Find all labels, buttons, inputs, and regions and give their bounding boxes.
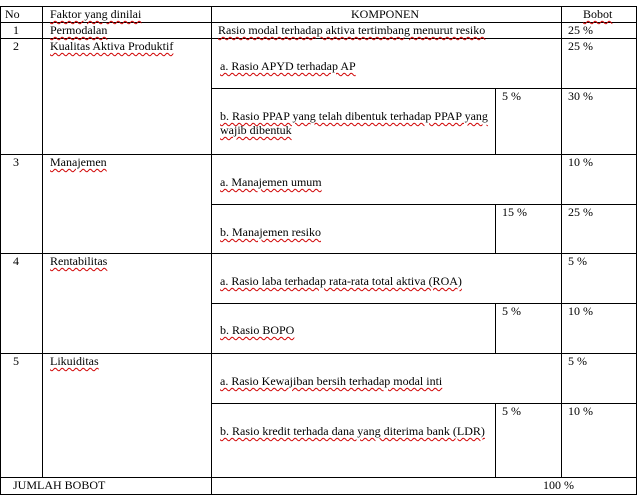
- row-4-bobot: 5 %: [568, 254, 587, 268]
- row-3-no: 3: [13, 155, 19, 169]
- row-4-item-b-sub: 5 %: [502, 304, 521, 318]
- row-2-no: 2: [13, 39, 19, 53]
- row-3-faktor: Manajemen: [50, 155, 107, 169]
- row-2-item-b-bobot: 30 %: [568, 89, 593, 103]
- row-5-bobot: 5 %: [568, 354, 587, 368]
- row-1-faktor: Permodalan: [50, 23, 108, 37]
- header-faktor: Faktor yang dinilai: [50, 7, 142, 21]
- row-1-komponen: Rasio modal terhadap aktiva tertimbang menurut resiko: [218, 23, 486, 37]
- row-3-item-b-bobot: 25 %: [568, 205, 593, 219]
- row-2-item-a-label: a. Rasio APYD terhadap AP: [220, 59, 356, 73]
- row-1-no: 1: [13, 23, 19, 37]
- row-5-item-b-sub: 5 %: [502, 404, 521, 418]
- row-5-item-a-label: a. Rasio Kewajiban bersih terhadap modal inti: [220, 374, 443, 388]
- row-2-item-b-sub: 5 %: [502, 89, 521, 103]
- total-label: JUMLAH BOBOT: [13, 478, 106, 492]
- row-5-faktor: Likuiditas: [50, 354, 99, 368]
- row-3-item-a-label: a. Manajemen umum: [220, 175, 322, 189]
- row-5-item-b-bobot: 10 %: [568, 404, 593, 418]
- row-3-item-b-sub: 15 %: [502, 205, 527, 219]
- row-4-faktor: Rentabilitas: [50, 254, 108, 268]
- row-4-no: 4: [13, 254, 19, 268]
- row-2-faktor: Kualitas Aktiva Produktif: [50, 39, 174, 53]
- row-3-item-b-label: b. Manajemen resiko: [220, 225, 321, 239]
- row-2-bobot: 25 %: [568, 39, 593, 53]
- header-bobot: Bobot: [583, 7, 613, 21]
- row-2-item-b-label: b. Rasio PPAP yang telah dibentuk terhadap PPAP yang wajib dibentuk: [220, 109, 488, 137]
- row-4-item-b-bobot: 10 %: [568, 304, 593, 318]
- row-4-item-a-label: a. Rasio laba terhadap rata-rata total aktiva (ROA): [220, 274, 462, 288]
- row-3-bobot: 10 %: [568, 155, 593, 169]
- row-5-no: 5: [13, 354, 19, 368]
- row-1-bobot: 25 %: [568, 23, 593, 37]
- row-5-item-b-label: b. Rasio kredit terhada dana yang diterima bank (LDR): [220, 424, 485, 438]
- row-4-item-b-label: b. Rasio BOPO: [220, 323, 295, 337]
- header-komponen: KOMPONEN: [351, 7, 420, 21]
- header-no: No: [5, 7, 20, 21]
- total-value: 100 %: [543, 478, 574, 492]
